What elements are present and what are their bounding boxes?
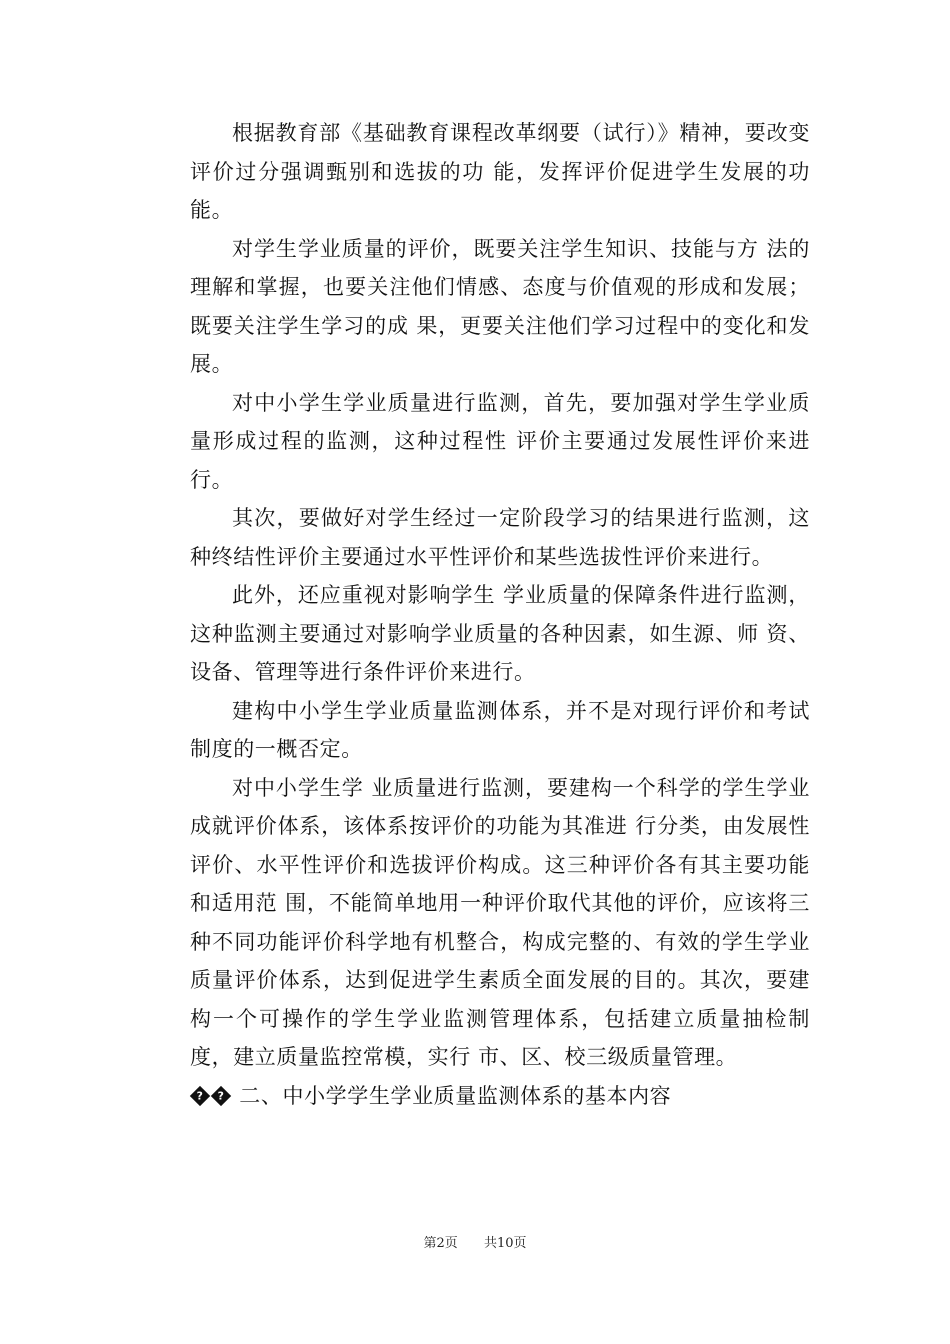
document-body <box>190 114 810 1115</box>
page-footer <box>0 1232 950 1251</box>
replacement-char-icon <box>190 1085 210 1105</box>
paragraph-3: 对中小学生学业质量进行监测，首先，要加强对学生学业质量形成过程的监测，这种过程性 评价主要通过发展性评价来进行。 <box>190 390 810 492</box>
section-heading-text: 二、中小学学生学业质量监测体系的基本内容 <box>239 1083 672 1108</box>
paragraph-1: 根据教育部《基础教育课程改革纲要（试行）》精神，要改变评价过分强调甄别和选拔的功 能，发挥评价促进学生发展的功能。 <box>190 121 810 222</box>
paragraph-4: 其次，要做好对学生经过一定阶段学习的结果进行监测，这种终结性评价主要通过水平性评价和某些选拔性评价来进行。 <box>190 506 810 569</box>
replacement-char-icon <box>211 1085 231 1105</box>
section-heading <box>190 1077 810 1116</box>
page-number: 第2页 <box>423 1236 458 1251</box>
page-total: 共10页 <box>483 1236 527 1251</box>
paragraph-2: 对学生学业质量的评价，既要关注学生知识、技能与方 法的理解和掌握，也要关注他们情感、态度与价值观的形成和发展；既要关注学生学习的成 果，更要关注他们学习过程中的变化和发展。 <box>190 236 810 376</box>
paragraph-5: 此外，还应重视对影响学生 学业质量的保障条件进行监测，这种监测主要通过对影响学业质量的各种因素，如生源、师 资、设备、管理等进行条件评价来进行。 <box>190 583 810 684</box>
paragraph-7: 对中小学生学 业质量进行监测，要建构一个科学的学生学业成就评价体系，该体系按评价的功能为其准进 行分类，由发展性评价、水平性评价和选拔评价构成。这三种评价各有其主要功能和适用范 围，不能简单地用一种评价取代其他的评价，应该将三种不同功能评价科学地有机整合，构成完整的、有效的学生学业质量评价体系，达到促进学生素质全面发展的目的。其次，要建 构一个可操作的学生学业监测管理体系，包括建立质量抽检制度，建立质量监控常模，实行 市、区、校三级质量管理。 <box>190 775 810 1069</box>
paragraph-6: 建构中小学生学业质量监测体系，并不是对现行评价和考试制度的一概否定。 <box>190 698 810 761</box>
